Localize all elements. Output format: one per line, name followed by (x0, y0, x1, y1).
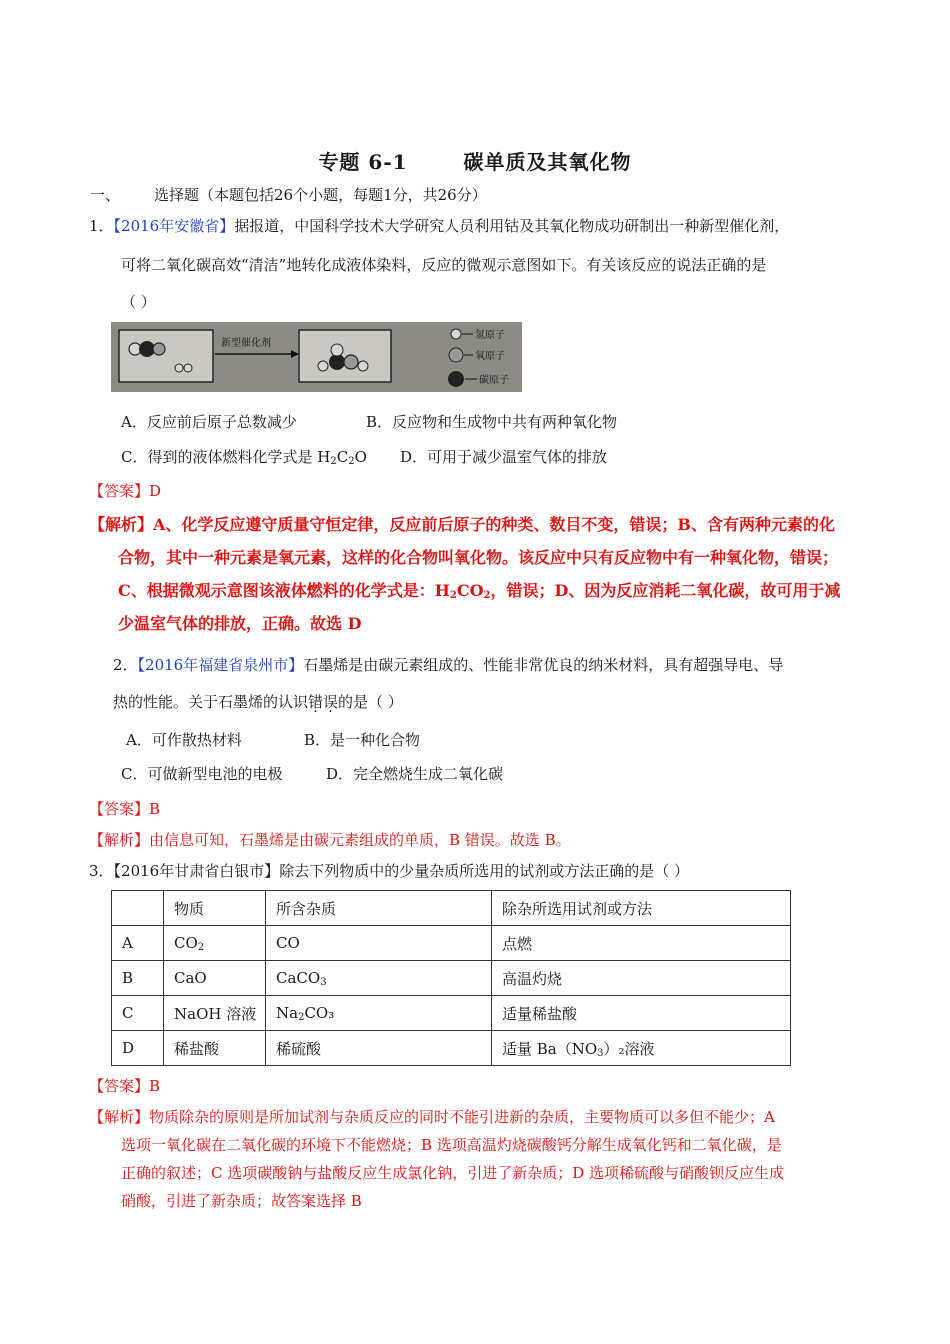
q1-analysis-line1: 【解析】A、化学反应遵守质量守恒定律，反应前后原子的种类、数目不变，错误；B、含有两种元素的化 (89, 515, 835, 534)
q2-option-a: A．可作散热材料 (126, 731, 242, 749)
q1-analysis-line3: C、根据微观示意图该液体燃料的化学式是：$H_2CO_2$，错误；D、因为反应消耗二氧化碳，故可用于减 (118, 581, 841, 601)
q1-source: 【2016年安徽省】 (113, 217, 235, 235)
q3-stem: 3．【2016年甘肃省白银市】除去下列物质中的少量杂质所选用的试剂或方法正确的是（ ） (89, 862, 689, 880)
section-heading: 选择题（本题包括26个小题，每题1分，共26分） (154, 186, 487, 204)
table-header-row: 物质 所含杂质 除杂所选用试剂或方法 (112, 891, 791, 926)
q1-option-b: B．反应物和生成物中共有两种氧化物 (366, 413, 618, 431)
q2-option-b: B．是一种化合物 (304, 731, 421, 749)
legend-oxygen: 氧原子 (475, 351, 505, 362)
q1-line2: 可将二氧化碳高效“清洁”地转化成液体染料，反应的微观示意图如下。有关该反应的说法正确的是 (121, 256, 767, 274)
q1-option-a: A．反应前后原子总数减少 (121, 413, 297, 431)
section-number: 一、 (90, 186, 121, 204)
q1-line1: 1．【2016年安徽省】据报道，中国科学技术大学研究人员利用钴及其氧化物成功研制出一种新型催化剂， (89, 217, 790, 235)
q2-option-d: D．完全燃烧生成二氧化碳 (326, 765, 504, 783)
reaction-diagram (111, 322, 522, 392)
q3-analysis-line3: 正确的叙述；C 选项碳酸钠与盐酸反应生成氯化钠，引进了新杂质；D 选项稀硫酸与硝酸钡反应生成 (121, 1164, 785, 1182)
q1-analysis-line2: 合物，其中一种元素是氧元素，这样的化合物叫氧化物。该反应中只有反应物中有一种氧化物，错误； (118, 548, 839, 567)
q1-line3: （ ） (121, 293, 156, 311)
table-row: C NaOH 溶液 $Na_2CO_3$ 适量稀盐酸 (112, 996, 791, 1031)
q2-analysis: 【解析】由信息可知，石墨烯是由碳元素组成的单质，B 错误。故选 B。 (89, 831, 571, 849)
q2-option-c: C．可做新型电池的电极 (121, 765, 283, 783)
q3-answer: 【答案】B (89, 1077, 161, 1095)
table-row: B CaO CaCO$_3$ 高温灼烧 (112, 961, 791, 996)
page-title: 专题 6-1 碳单质及其氧化物 (318, 150, 632, 174)
q1-option-d: D．可用于减少温室气体的排放 (400, 448, 608, 466)
q2-source: 【2016年福建省泉州市】 (137, 656, 304, 674)
legend-carbon: 碳原子 (479, 375, 509, 386)
table-row: D 稀盐酸 稀硫酸 适量 $Ba(NO_3)_2$溶液 (112, 1031, 791, 1066)
q2-line1: 2．【2016年福建省泉州市】石墨烯是由碳元素组成的、性能非常优良的纳米材料，具有超强导电、导 (113, 656, 784, 674)
q3-analysis-line4: 硝酸，引进了新杂质；故答案选择 B (121, 1192, 362, 1210)
q3-analysis-line1: 【解析】物质除杂的原则是所加试剂与杂质反应的同时不能引进新的杂质，主要物质可以多但不能少；A (89, 1108, 775, 1126)
q1-answer: 【答案】D (89, 482, 162, 500)
q3-analysis-line2: 选项一氧化碳在二氧化碳的环境下不能燃烧；B 选项高温灼烧碳酸钙分解生成氧化钙和二氧化碳，是 (121, 1136, 782, 1154)
q2-answer: 【答案】B (89, 800, 161, 818)
q1-analysis-line4: 少温室气体的排放，正确。故选 D (118, 614, 362, 633)
table-row: A $CO_2$ CO 点燃 (112, 926, 791, 961)
q2-line2: 热的性能。关于石墨烯的认识错误的是（ ） (113, 693, 403, 711)
legend-hydrogen: 氢原子 (475, 330, 505, 341)
arrow-label: 新型催化剂 (221, 338, 271, 349)
impurity-table (111, 890, 791, 1066)
q1-option-c: C．得到的液体燃料化学式是 $H_2C_2O$ (121, 448, 367, 467)
